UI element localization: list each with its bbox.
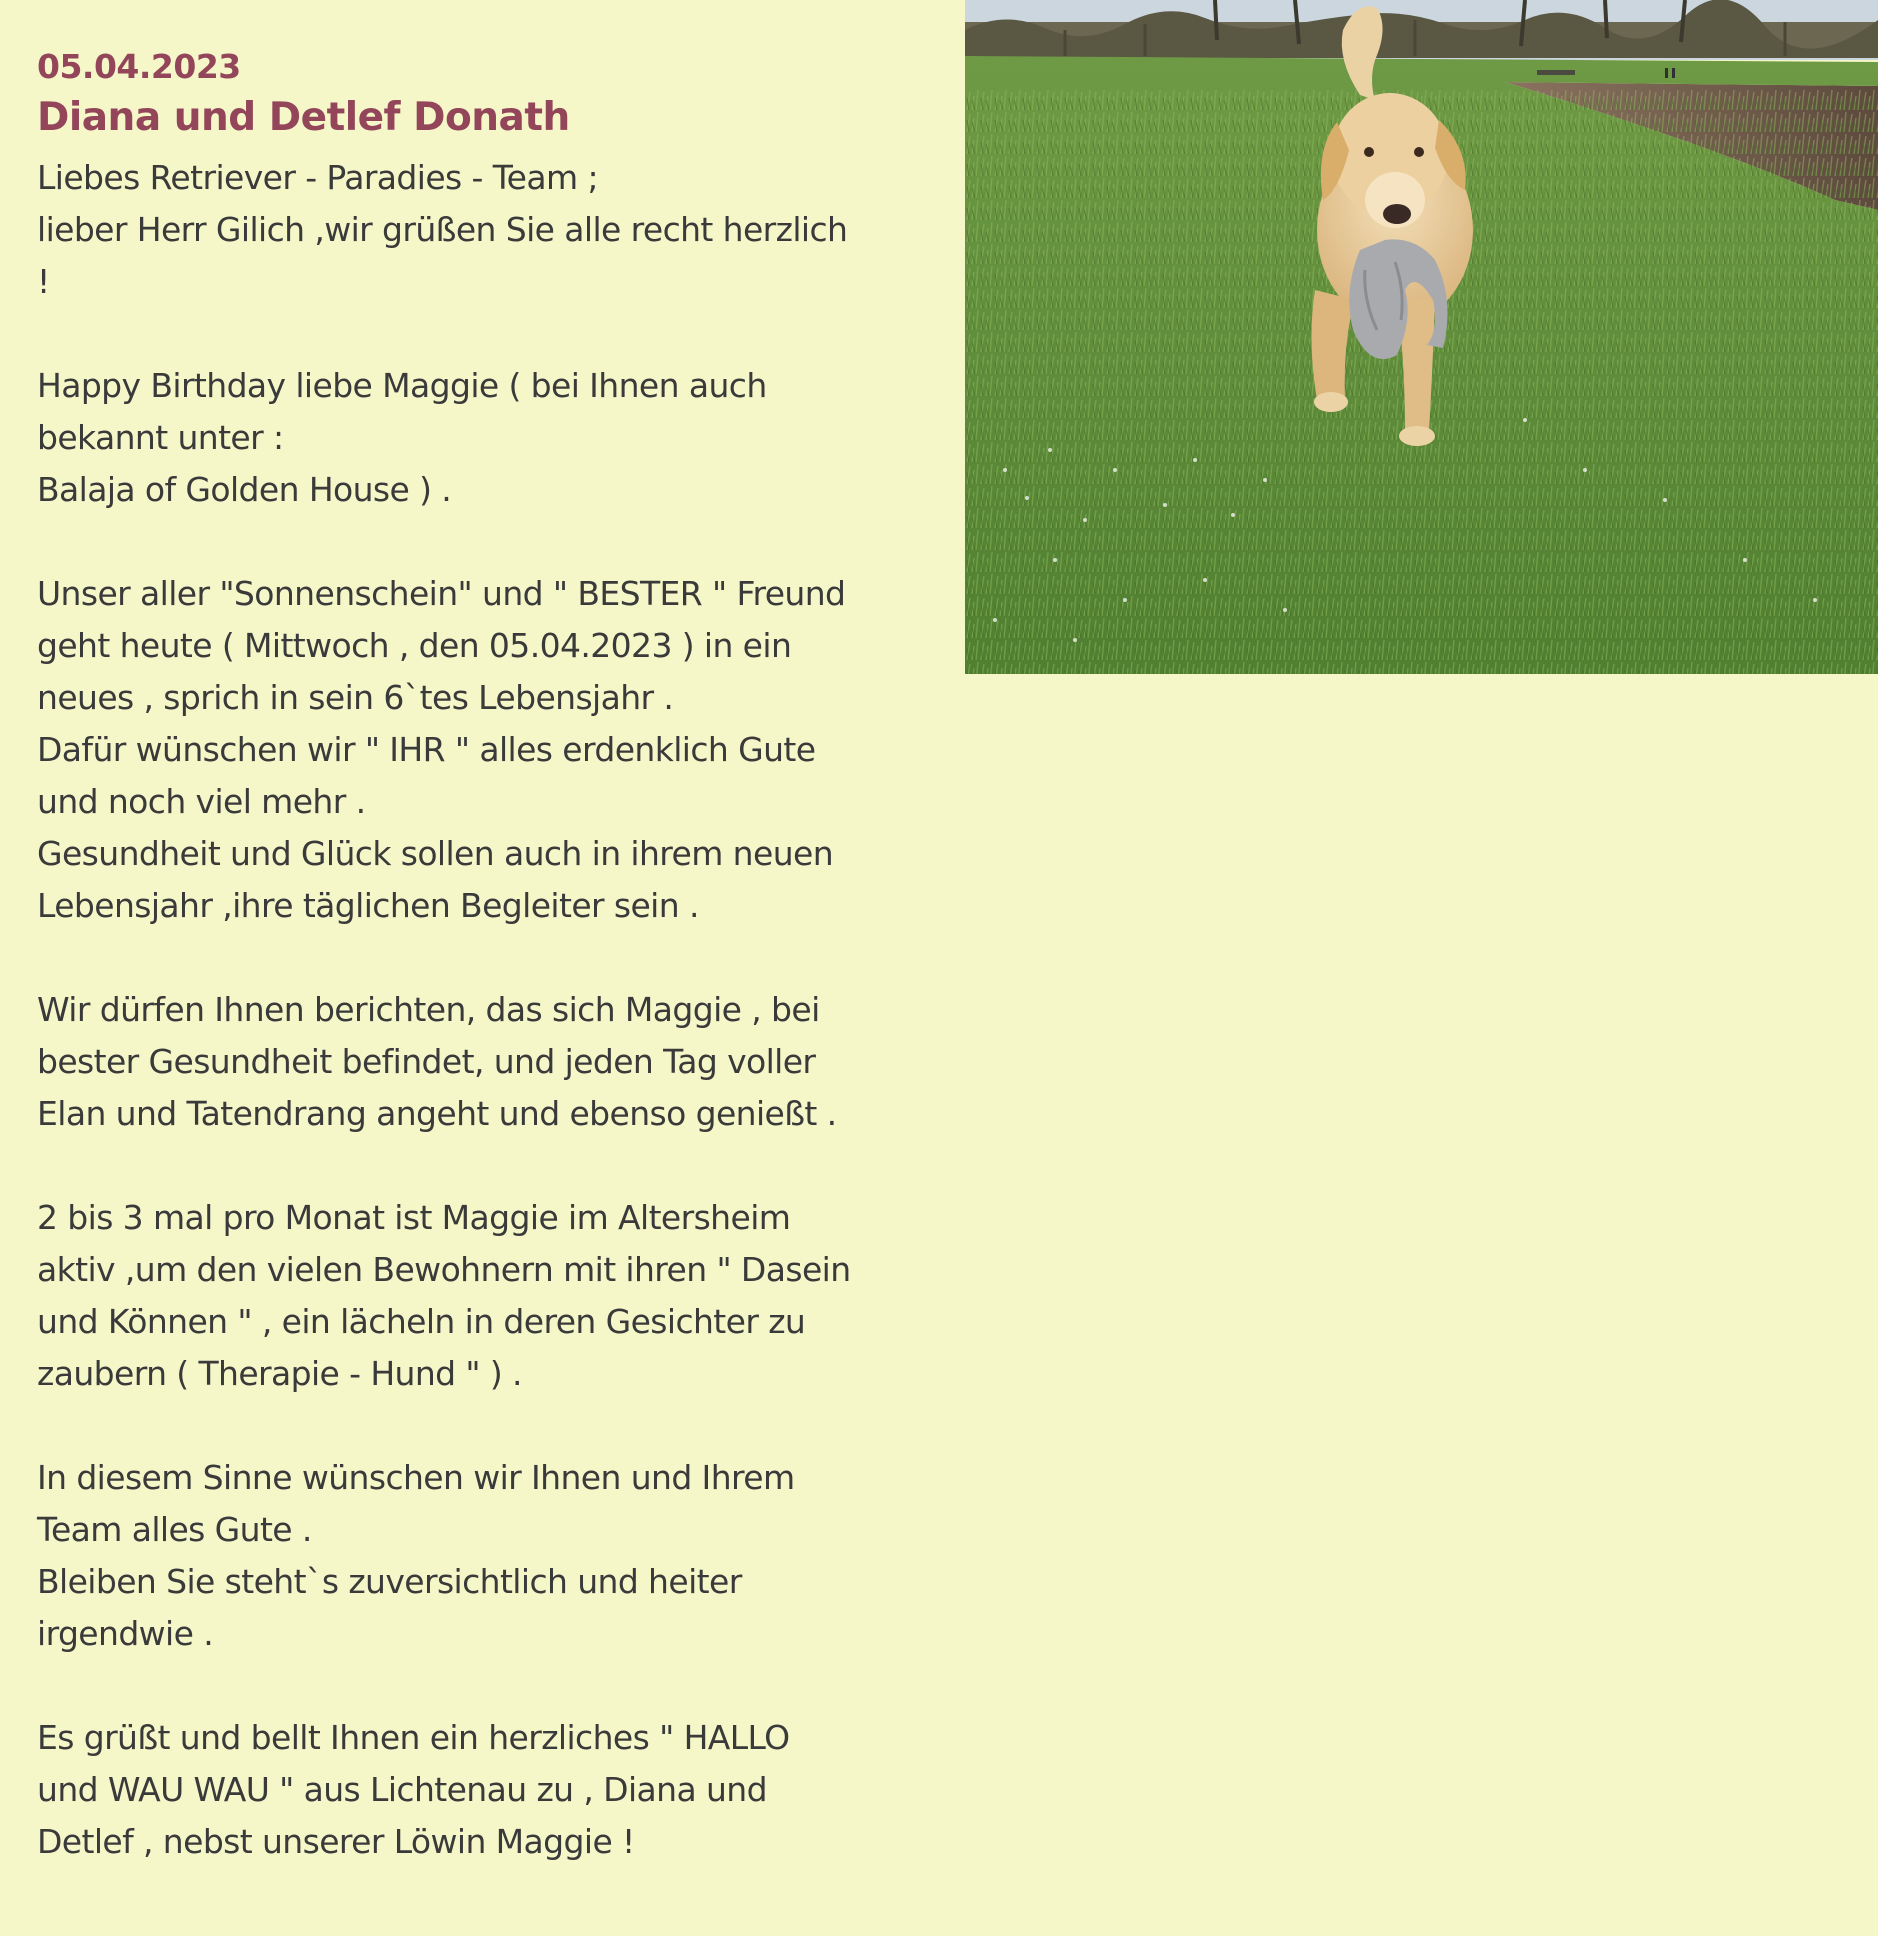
text-line: Es grüßt und bellt Ihnen ein herzliches " HALLO [37, 1718, 790, 1757]
entry-paragraph [37, 568, 897, 932]
text-line: geht heute ( Mittwoch , den 05.04.2023 ) in ein [37, 626, 792, 665]
text-line: aktiv ,um den vielen Bewohnern mit ihren " Dasein [37, 1250, 851, 1289]
entry-paragraph [37, 1192, 897, 1400]
dog-photo [965, 0, 1878, 674]
text-line: und noch viel mehr . [37, 782, 366, 821]
entry-paragraph [37, 1712, 897, 1868]
text-line: Team alles Gute . [37, 1510, 312, 1549]
entry-body [37, 152, 897, 1868]
text-line: Detlef , nebst unserer Löwin Maggie ! [37, 1822, 635, 1861]
text-line: Gesundheit und Glück sollen auch in ihrem neuen [37, 834, 834, 873]
text-line: Bleiben Sie steht`s zuversichtlich und heiter [37, 1562, 742, 1601]
text-line: In diesem Sinne wünschen wir Ihnen und Ihrem [37, 1458, 795, 1497]
text-line: und WAU WAU " aus Lichtenau zu , Diana und [37, 1770, 767, 1809]
text-line: lieber Herr Gilich ,wir grüßen Sie alle recht herzlich [37, 210, 848, 249]
text-line: neues , sprich in sein 6`tes Lebensjahr . [37, 678, 674, 717]
text-line: bester Gesundheit befindet, und jeden Tag voller [37, 1042, 816, 1081]
text-line: bekannt unter : [37, 418, 284, 457]
text-line: 2 bis 3 mal pro Monat ist Maggie im Altersheim [37, 1198, 791, 1237]
guestbook-entry [37, 42, 897, 1920]
text-line: Happy Birthday liebe Maggie ( bei Ihnen auch [37, 366, 767, 405]
text-line: Wir dürfen Ihnen berichten, das sich Maggie , bei [37, 990, 820, 1029]
text-line: ! [37, 262, 50, 301]
text-line: Lebensjahr ,ihre täglichen Begleiter sein . [37, 886, 699, 925]
text-line: Dafür wünschen wir " IHR " alles erdenklich Gute [37, 730, 816, 769]
text-line: Elan und Tatendrang angeht und ebenso genießt . [37, 1094, 837, 1133]
entry-paragraph [37, 152, 897, 308]
entry-date: 05.04.2023 [37, 47, 241, 86]
text-line: und Können " , ein lächeln in deren Gesichter zu [37, 1302, 806, 1341]
text-line: Unser aller "Sonnenschein" und " BESTER " Freund [37, 574, 846, 613]
entry-paragraph [37, 360, 897, 516]
entry-paragraph [37, 984, 897, 1140]
text-line: Liebes Retriever - Paradies - Team ; [37, 158, 598, 197]
text-line: Balaja of Golden House ) . [37, 470, 452, 509]
text-line: zaubern ( Therapie - Hund " ) . [37, 1354, 522, 1393]
entry-author: Diana und Detlef Donath [37, 95, 570, 140]
text-line: irgendwie . [37, 1614, 214, 1653]
entry-paragraph [37, 1452, 897, 1660]
